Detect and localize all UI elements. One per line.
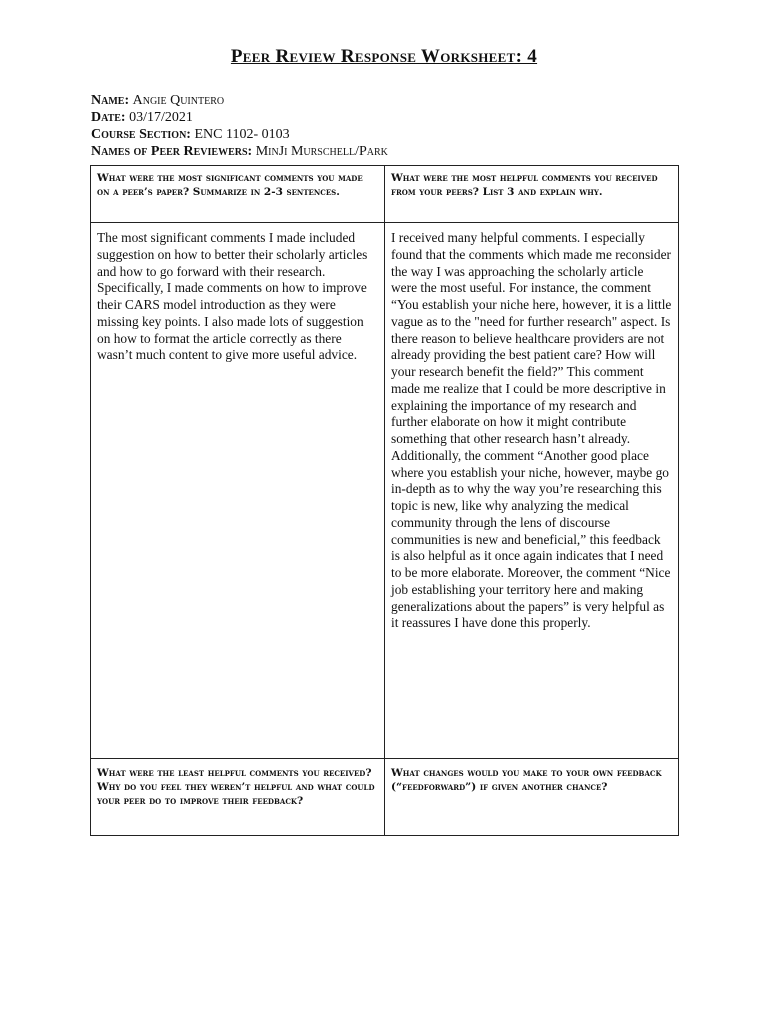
question-helpful-comments: What were the most helpful comments you received from your peers? List 3 and explain why. xyxy=(391,172,658,198)
date-line xyxy=(91,109,193,126)
course-section-label: Course Section: xyxy=(91,127,191,142)
course-section-line xyxy=(91,126,290,143)
answer-helpful-comments xyxy=(385,223,678,758)
question-feedforward-changes: What changes would you make to your own feedback (“feedforward”) if given another chance? xyxy=(391,767,662,793)
question-significant-comments: What were the most significant comments you made on a peer’s paper? Summarize in 2-3 sentences. xyxy=(97,172,363,198)
answer-paragraph-2: Additionally, the comment “Another good place where you establish your niche, however, maybe go in-depth as to why the way you’re researching this topic is new, like why analyzing the medical community through the lens of discourse communities is new and beneficial,” this feedback is also helpful as it once again indicates that I need to be more elaborate. Moreover, the comment “Nice job establishing your territory here and making generalizations about the papers” is very helpful as it reassures I have done this properly. xyxy=(391,447,671,631)
question-least-helpful-comments: What were the least helpful comments you received? Why do you feel they weren’t helpful and what could your peer do to improve their feedback? xyxy=(97,767,375,807)
peer-reviewers-line xyxy=(91,143,388,160)
answer-significant-comments: The most significant comments I made included suggestion on how to better their scholarly articles and how to go forward with their research. Specifically, I made comments on how to improve their CARS model introduction as they were missing key points. I also made lots of suggestion on how to format the article correctly as there wasn’t much content to give more useful advice. xyxy=(97,230,368,363)
name-line xyxy=(91,92,224,109)
peer-reviewers-label: Names of Peer Reviewers: xyxy=(91,144,253,159)
name-label: Name: xyxy=(91,93,130,108)
course-section-value: ENC 1102- 0103 xyxy=(194,127,290,142)
answer-paragraph-1: I received many helpful comments. I especially found that the comments which made me reconsider the way I was approaching the scholarly article were the most useful. For instance, the comment “You establish your niche here, however, it is a little vague as to the "need for further research" aspect. Is there reason to believe healthcare providers are not already providing the best patient care? How will your research benefit the field?” This comment made me realize that I could be more descriptive in explaining the importance of my research and further elaborate on how it might contribute something that other research hasn’t already. xyxy=(391,230,672,446)
response-table xyxy=(90,165,679,836)
date-label: Date: xyxy=(91,110,126,125)
peer-reviewers-value: MinJi Murschell/Park xyxy=(255,144,388,159)
name-value: Angie Quintero xyxy=(132,93,225,108)
date-value: 03/17/2021 xyxy=(129,110,193,125)
worksheet-title: Peer Review Response Worksheet: 4 xyxy=(230,46,538,67)
